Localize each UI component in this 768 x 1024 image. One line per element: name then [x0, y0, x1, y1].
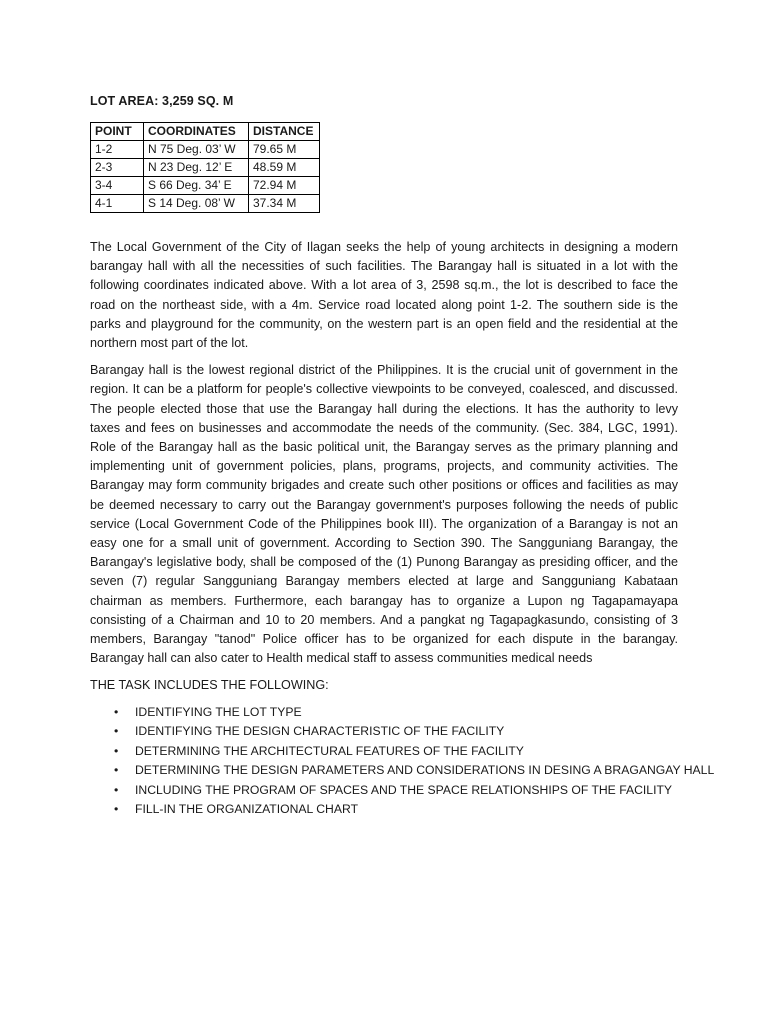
header-distance: DISTANCE: [249, 123, 320, 141]
task-text: FILL-IN THE ORGANIZATIONAL CHART: [135, 802, 359, 817]
lot-area-heading: LOT AREA: 3,259 SQ. M: [90, 94, 234, 108]
task-text: DETERMINING THE DESIGN PARAMETERS AND CONSIDERATIONS IN DESING A BRAGANGAY HALL: [135, 763, 715, 778]
list-item: [90, 761, 715, 781]
table-row: [91, 159, 320, 177]
list-item: [90, 742, 678, 762]
cell-point: 1-2: [91, 141, 144, 159]
table-header-row: [91, 123, 320, 141]
cell-distance: 72.94 M: [249, 177, 320, 195]
task-text: INCLUDING THE PROGRAM OF SPACES AND THE SPACE RELATIONSHIPS OF THE FACILITY: [135, 782, 673, 797]
coordinates-table: [90, 122, 320, 213]
list-item: [90, 781, 678, 801]
header-coordinates: COORDINATES: [144, 123, 249, 141]
bullet-icon: •: [114, 743, 119, 758]
cell-distance: 37.34 M: [249, 195, 320, 213]
document-page: [90, 92, 715, 820]
bullet-icon: •: [114, 704, 119, 719]
barangay-description-paragraph: Barangay hall is the lowest regional district of the Philippines. It is the crucial unit of government in the region. It can be a platform for people's collective viewpoints to be conveyed, coalesced, and discussed. The people elected those that use the Barangay hall during the elections. It has the authority to levy taxes and fees on businesses and accommodate the needs of the community. (Sec. 384, LGC, 1991). Role of the Barangay hall as the basic political unit, the Barangay serves as the primary planning and implementing unit of government policies, plans, programs, projects, and community activities. The Barangay may form community brigades and create such other positions or offices and facilities as may be deemed necessary to carry out the Barangay government's purposes following the needs of public service (Local Government Code of the Philippines book III). The organization of a Barangay is not an easy one for a small unit of government. According to Section 390. The Sangguniang Barangay, the Barangay's legislative body, shall be composed of the (1) Punong Barangay as presiding officer, and the seven (7) regular Sangguniang Barangay members elected at large and Sangguniang Kabataan chairman as members. Furthermore, each barangay has to organize a Lupon ng Tagapamayapa consisting of a Chairman and 10 to 20 members. And a pangkat ng Tagapagkasundo, consisting of 3 members, Barangay "tanod" Police officer has to be organized for each dispute in the barangay. Barangay hall can also cater to Health medical staff to assess communities medical needs: [90, 363, 678, 666]
task-heading: THE TASK INCLUDES THE FOLLOWING:: [90, 678, 329, 693]
bullet-icon: •: [114, 724, 119, 739]
bullet-icon: •: [114, 782, 119, 797]
intro-paragraph: The Local Government of the City of Ilagan seeks the help of young architects in designing a modern barangay hall with all the necessities of such facilities. The Barangay hall is situated in a lot with the following coordinates indicated above. With a lot area of 3, 2598 sq.m., the lot is described to face the road on the northeast side, with a 4m. Service road located along point 1-2. The southern side is the parks and playground for the community, on the western part is an open field and the residential at the northern most part of the lot.: [90, 240, 678, 351]
table-row: [91, 177, 320, 195]
header-point: POINT: [91, 123, 144, 141]
task-text: IDENTIFYING THE DESIGN CHARACTERISTIC OF THE FACILITY: [135, 724, 505, 739]
bullet-icon: •: [114, 802, 119, 817]
cell-point: 3-4: [91, 177, 144, 195]
cell-coordinates: S 14 Deg. 08’ W: [144, 195, 249, 213]
list-item: [90, 800, 678, 820]
table-row: [91, 141, 320, 159]
bullet-icon: •: [114, 763, 119, 778]
task-text: IDENTIFYING THE LOT TYPE: [135, 704, 302, 719]
task-list: [90, 703, 715, 820]
task-text: DETERMINING THE ARCHITECTURAL FEATURES OF THE FACILITY: [135, 743, 524, 758]
cell-point: 2-3: [91, 159, 144, 177]
cell-distance: 79.65 M: [249, 141, 320, 159]
cell-coordinates: N 75 Deg. 03’ W: [144, 141, 249, 159]
list-item: [90, 722, 678, 742]
cell-distance: 48.59 M: [249, 159, 320, 177]
cell-coordinates: S 66 Deg. 34’ E: [144, 177, 249, 195]
table-row: [91, 195, 320, 213]
cell-coordinates: N 23 Deg. 12’ E: [144, 159, 249, 177]
cell-point: 4-1: [91, 195, 144, 213]
list-item: [90, 703, 678, 723]
